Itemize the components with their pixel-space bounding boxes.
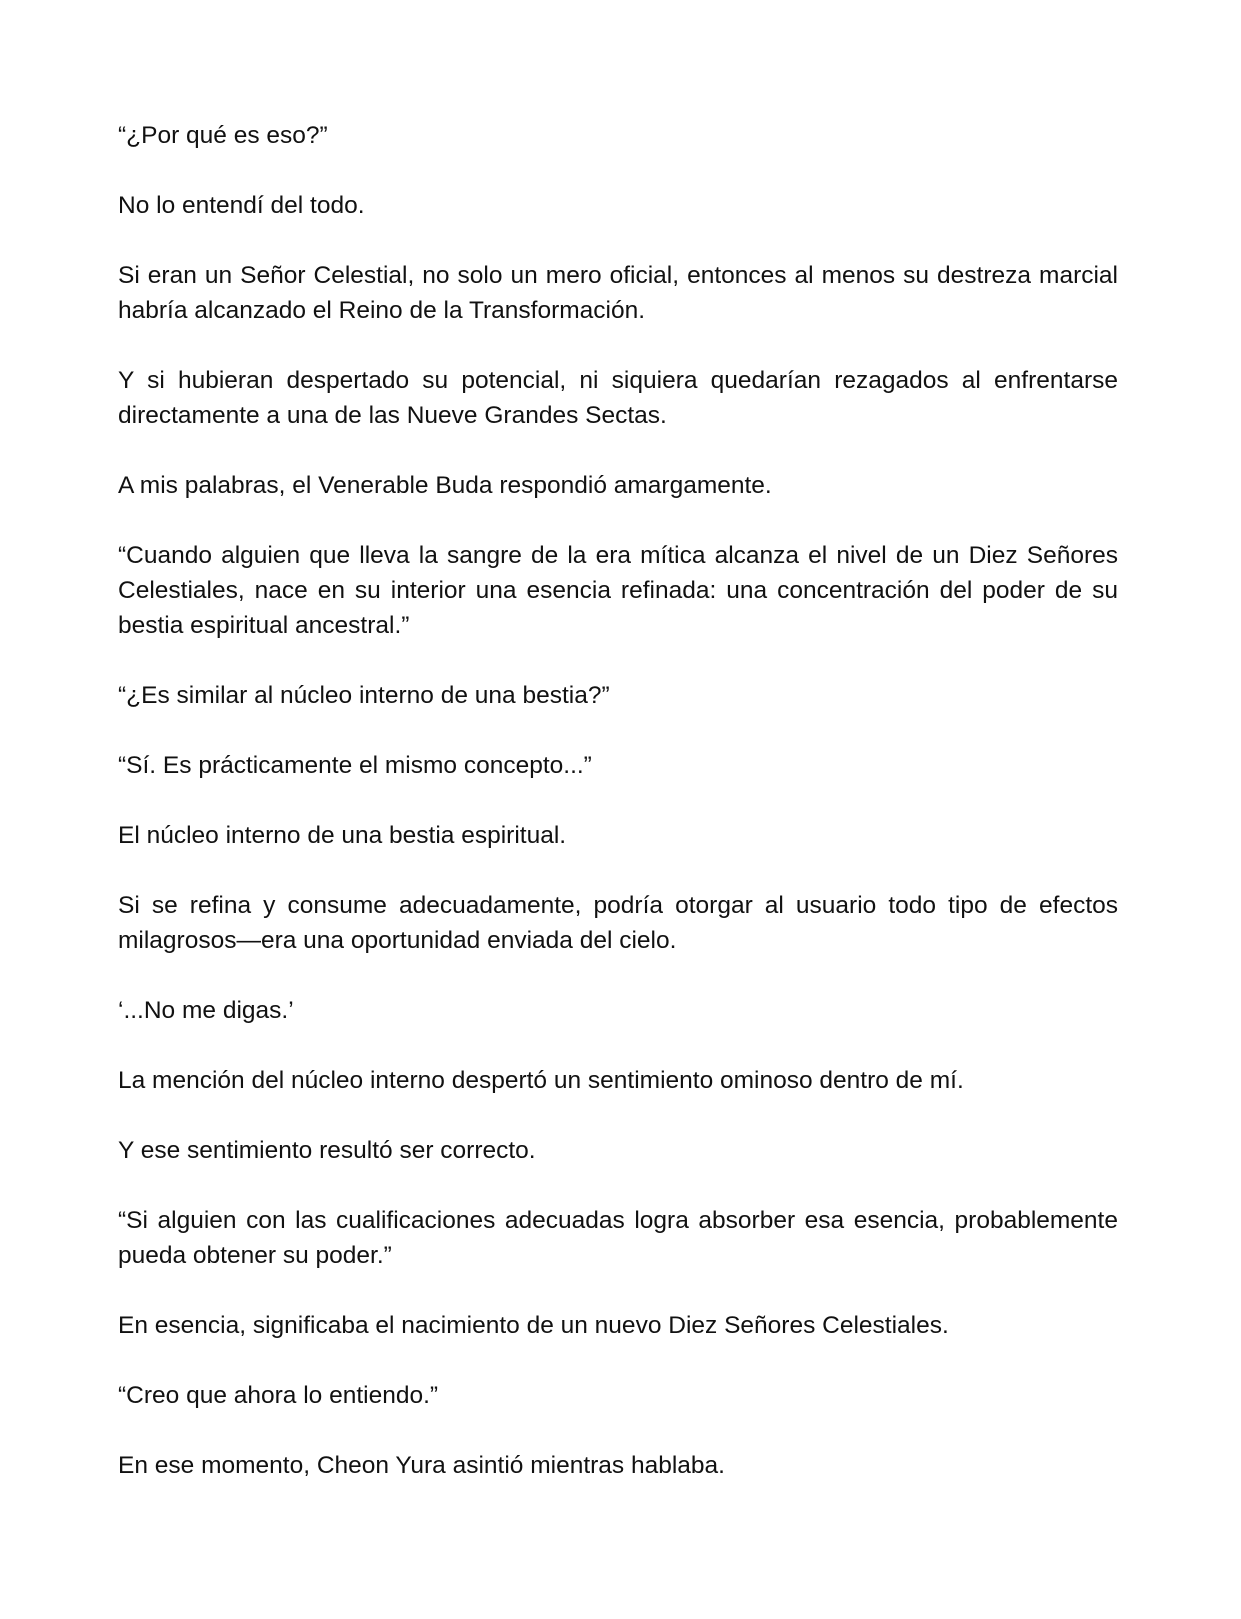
paragraph-5: A mis palabras, el Venerable Buda respondió amargamente. xyxy=(118,472,772,499)
paragraph-3: Si eran un Señor Celestial, no solo un mero oficial, entonces al menos su destreza marcial habría alcanzado el Reino de la Transformación. xyxy=(118,262,1118,324)
paragraph-14: “Si alguien con las cualificaciones adecuadas logra absorber esa esencia, probablemente pueda obtener su poder.” xyxy=(118,1207,1118,1269)
paragraph-4: Y si hubieran despertado su potencial, ni siquiera quedarían rezagados al enfrentarse directamente a una de las Nueve Grandes Sectas. xyxy=(118,367,1118,429)
paragraph-1: “¿Por qué es eso?” xyxy=(118,122,328,149)
paragraph-6: “Cuando alguien que lleva la sangre de la era mítica alcanza el nivel de un Diez Señores Celestiales, nace en su interior una esencia refinada: una concentración del poder de su bestia espiritual ancestral.” xyxy=(118,542,1118,639)
paragraph-17: En ese momento, Cheon Yura asintió mientras hablaba. xyxy=(118,1452,725,1479)
paragraph-15: En esencia, significaba el nacimiento de un nuevo Diez Señores Celestiales. xyxy=(118,1312,949,1339)
paragraph-11: ‘...No me digas.’ xyxy=(118,997,294,1024)
paragraph-7: “¿Es similar al núcleo interno de una bestia?” xyxy=(118,682,610,709)
paragraph-8: “Sí. Es prácticamente el mismo concepto...” xyxy=(118,752,592,779)
paragraph-2: No lo entendí del todo. xyxy=(118,192,365,219)
paragraph-12: La mención del núcleo interno despertó un sentimiento ominoso dentro de mí. xyxy=(118,1067,964,1094)
paragraph-13: Y ese sentimiento resultó ser correcto. xyxy=(118,1137,536,1164)
paragraph-16: “Creo que ahora lo entiendo.” xyxy=(118,1382,439,1409)
body-text xyxy=(118,118,1118,1518)
paragraph-10: Si se refina y consume adecuadamente, podría otorgar al usuario todo tipo de efectos milagrosos—era una oportunidad enviada del cielo. xyxy=(118,892,1118,954)
paragraph-9: El núcleo interno de una bestia espiritual. xyxy=(118,822,567,849)
